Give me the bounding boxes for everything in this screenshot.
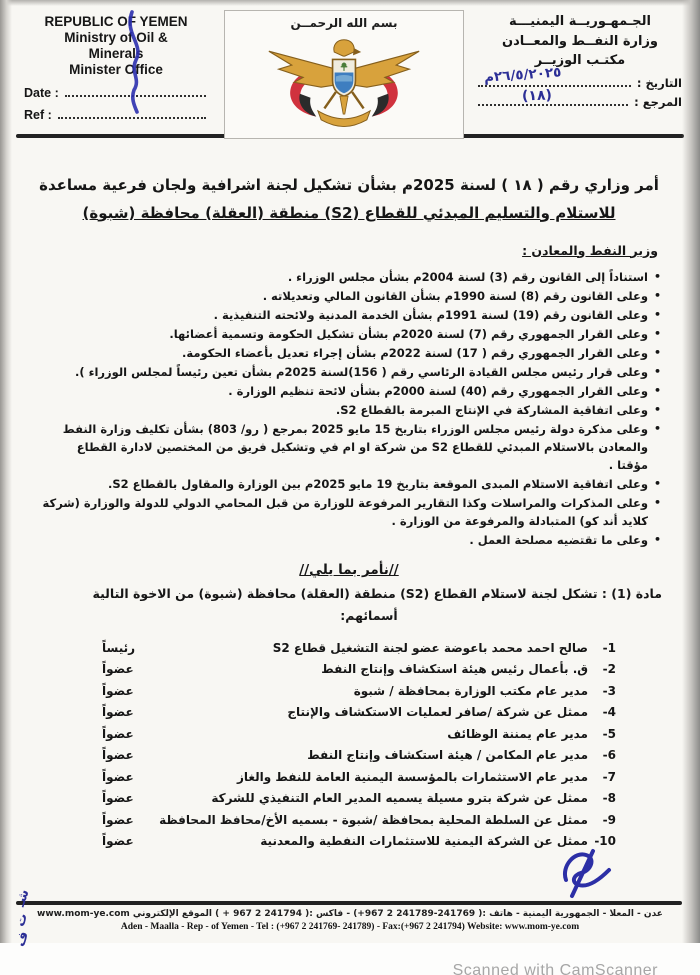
- bismillah-text: بسم الله الرحمــن: [290, 16, 398, 30]
- preamble-item-text: وعلى القانون رقم (8) لسنة 1990م بشأن القانون المالي وتعديلاته .: [262, 288, 648, 303]
- ministry-name-en-1: Ministry of Oil &: [64, 29, 168, 45]
- ministry-name-ar: وزارة النفــط والمعــادن: [501, 33, 659, 49]
- member-number: 9-: [602, 812, 616, 827]
- ref-label-ar: المرجع :: [634, 94, 682, 109]
- committee-member-row: [102, 702, 616, 724]
- member-number-and-name: [211, 788, 616, 810]
- preamble-item: [42, 363, 648, 381]
- ref-line-ar: [476, 86, 684, 109]
- preamble-item-text: استناداً إلى القانون رقم (3) لسنة 2004م بشأن مجلس الوزراء .: [287, 269, 648, 284]
- handwritten-margin-marks: [12, 887, 33, 949]
- member-role: عضواً: [102, 726, 134, 741]
- member-name: ق. بأعمال رئيس هيئة استكشاف وإنتاج النفط: [321, 662, 588, 677]
- member-role: عضواً: [102, 705, 134, 720]
- preamble-item: [42, 344, 648, 362]
- member-name: مدير عام مكتب الوزارة بمحافظة / شبوة: [353, 683, 588, 698]
- handwritten-ref-number: (١٨): [521, 86, 553, 105]
- letterhead-english-block: [20, 10, 212, 130]
- member-number-and-name: [321, 659, 616, 681]
- yemen-eagle-emblem-icon: [259, 30, 429, 128]
- margin-mark-letter: شـ: [12, 887, 33, 909]
- camscanner-watermark: Scanned with CamScanner: [452, 962, 658, 975]
- member-role: عضواً: [102, 791, 134, 806]
- committee-member-row: [102, 724, 616, 746]
- article-1-line2: أسمائهم:: [340, 608, 398, 624]
- order-title-line1: أمر وزاري رقم ( ١٨ ) لسنة 2025م بشأن تشكيل لجنة اشرافية ولجان فرعية مساعدة: [39, 176, 659, 194]
- preamble-item: [42, 531, 648, 549]
- date-line-ar: [476, 63, 684, 90]
- committee-members-list: [36, 638, 662, 853]
- member-name: مدير عام يمننة الوظائف: [447, 726, 588, 741]
- committee-member-row: [102, 831, 616, 853]
- committee-member-row: [102, 810, 616, 832]
- office-name-ar: مكتـب الوزيــر: [534, 53, 626, 68]
- member-number: 7-: [602, 769, 616, 784]
- member-name: مدير عام المكامن / هيئة استكشاف وإنتاج النفط: [307, 748, 588, 763]
- preamble-list: [36, 268, 662, 550]
- margin-mark-letter: ف: [12, 929, 32, 949]
- member-role: عضواً: [102, 748, 134, 763]
- country-name-en: REPUBLIC OF YEMEN: [44, 14, 188, 29]
- member-role: عضواً: [102, 769, 134, 784]
- preamble-item: [42, 401, 648, 419]
- member-name: ممثل عن شركة بترو مسيلة يسميه المدير العام التنفيذي للشركة: [211, 791, 588, 806]
- preamble-item: [42, 494, 648, 530]
- preamble-item-text: وعلى مذكرة دولة رئيس مجلس الوزراء بتاريخ 15 مايو 2025 بمرجع ( رو/ 803) بشأن تكليف وزارة النفط والمعادن بالاستلام المبدئي للقطاع S2 من شركة او ام في وتشكيل فريق من المختصين لادارة القطاع مؤقتا .: [62, 421, 648, 472]
- preamble-item-text: وعلى القرار الجمهوري رقم (40) لسنة 2000م بشأن لائحة تنظيم الوزارة .: [228, 383, 648, 398]
- minister-signature: [556, 848, 614, 900]
- member-number-and-name: [307, 745, 616, 767]
- preamble-item-text: وعلى المذكرات والمراسلات وكذا التقارير المرفوعة للوزارة من قبل المحامي الدولي للدولة والوزارة (شركة كلايد أند كو) المتبادلة والمرفوعة من الوزارة .: [42, 496, 648, 529]
- ministry-name-en-2: Minerals: [88, 45, 144, 61]
- preamble-item: [42, 306, 648, 324]
- article-1: [36, 583, 662, 627]
- preamble-item-text: وعلى القانون رقم (19) لسنة 1991م بشأن الخدمة المدنية ولائحته التنفيذية .: [213, 307, 648, 322]
- member-number-and-name: [237, 767, 616, 789]
- preamble-item-text: وعلى اتفاقية الاستلام المبدى الموقعة بتاريخ 19 مايو 2025م بين الوزارة والمقاول بالقطاع S2.: [107, 477, 648, 492]
- committee-member-row: [102, 745, 616, 767]
- letterhead-arabic-block: [476, 10, 684, 130]
- member-number: 6-: [602, 748, 616, 763]
- member-number-and-name: [273, 638, 616, 660]
- committee-member-row: [102, 638, 616, 660]
- date-label-ar: التاريخ :: [636, 75, 682, 90]
- preamble-item-text: وعلى قرار رئيس مجلس القيادة الرئاسي رقم ( 156)لسنة 2025م بشأن تعين رئيساً لمجلس الوزراء ).: [74, 364, 648, 379]
- issuer-line: وزير النفط والمعادن :: [522, 242, 658, 258]
- member-number-and-name: [287, 702, 616, 724]
- member-role: عضواً: [102, 683, 134, 698]
- footer-contact-arabic: عدن - المعلا - الجمهورية اليمنية - هاتف :( 241769-241789 2 967+) - فاكس :( 241794 2 967 + ) الموقع الإلكتروني www.mom-ye.com: [37, 909, 663, 919]
- letter-footer: [0, 909, 700, 932]
- preamble-item: [42, 382, 648, 400]
- document-body: [0, 172, 700, 853]
- member-number: 10-: [594, 834, 616, 849]
- preamble-item: [42, 325, 648, 343]
- member-number-and-name: [159, 810, 616, 832]
- office-name-en: Minister Office: [69, 61, 163, 77]
- member-number: 1-: [602, 640, 616, 655]
- member-name: ممثل عن شركة /صافر لعمليات الاستكشاف والإنتاج: [287, 705, 588, 720]
- member-number-and-name: [354, 681, 616, 703]
- member-name: مدير عام الاستثمارات بالمؤسسة اليمنية العامة للنفط والغاز: [236, 769, 588, 784]
- member-name: صالح احمد محمد باعوضة عضو لجنة التشغيل قطاع S2: [272, 640, 588, 655]
- blue-pen-stroke: [106, 10, 156, 114]
- letterhead-emblem-box: [224, 10, 464, 139]
- order-title-line2: للاستلام والتسليم المبدئي للقطاع (S2) منطقة (العقلة) محافظة (شبوة): [82, 203, 616, 222]
- member-role: عضواً: [102, 662, 134, 677]
- member-number: 5-: [602, 726, 616, 741]
- committee-member-row: [102, 659, 616, 681]
- preamble-item: [42, 475, 648, 493]
- footer-divider-rule: [16, 901, 682, 905]
- committee-member-row: [102, 681, 616, 703]
- preamble-item: [42, 420, 648, 474]
- member-number: 2-: [602, 662, 616, 677]
- scan-edge-right: [682, 0, 700, 943]
- member-number: 4-: [602, 705, 616, 720]
- member-name: ممثل عن الشركة اليمنية للاستثمارات النفطية والمعدنية: [260, 834, 588, 849]
- country-name-ar: الجـمهـوريــة اليمنيـــة: [509, 14, 651, 29]
- order-heading: //نأمر بما يلي//: [299, 562, 399, 579]
- member-number: 3-: [602, 683, 616, 698]
- ref-label-en: Ref :: [24, 107, 52, 122]
- committee-member-row: [102, 788, 616, 810]
- ref-dotted-line-ar: [478, 96, 628, 106]
- preamble-item-text: وعلى القرار الجمهوري رقم (7) لسنة 2020م بشأن تشكيل الحكومة وتسمية أعضائها.: [169, 326, 648, 341]
- footer-contact-english: Aden - Maalla - Rep - of Yemen - Tel : (+967 2 241769- 241789) - Fax:(+967 2 241794) Website: www.mom-ye.com: [120, 922, 580, 932]
- margin-mark-letter: ت: [12, 911, 32, 929]
- letterhead: [0, 0, 700, 130]
- member-role: عضواً: [102, 834, 134, 849]
- preamble-item: [42, 268, 648, 286]
- member-name: ممثل عن السلطة المحلية بمحافظة /شبوة - بسميه الأخ/محافظ المحافظة: [159, 812, 588, 827]
- date-label-en: Date :: [24, 85, 59, 100]
- order-title: [36, 172, 662, 228]
- member-role: عضواً: [102, 812, 134, 827]
- article-1-line1: مادة (1) : تشكل لجنة لاستلام القطاع (S2) منطقة (العقلة) محافظة (شبوة) من الاخوة التالية: [92, 586, 662, 602]
- scan-edge-left: [0, 0, 12, 943]
- preamble-item-text: وعلى القرار الجمهوري رقم ( 17) لسنة 2022م بشأن إجراء تعديل بأعضاء الحكومة.: [181, 345, 648, 360]
- committee-member-row: [102, 767, 616, 789]
- member-role: رئيساً: [102, 640, 136, 655]
- preamble-item: [42, 287, 648, 305]
- handwritten-date: ٢٦/٥/٢٠٢٥م: [483, 63, 562, 86]
- preamble-item-text: وعلى ما تقتضيه مصلحة العمل .: [469, 533, 648, 548]
- member-number: 8-: [602, 791, 616, 806]
- scan-edge-top: [0, 0, 700, 6]
- preamble-item-text: وعلى اتفاقية المشاركة في الإنتاج المبرمة بالقطاع S2.: [335, 402, 648, 417]
- member-number-and-name: [447, 724, 616, 746]
